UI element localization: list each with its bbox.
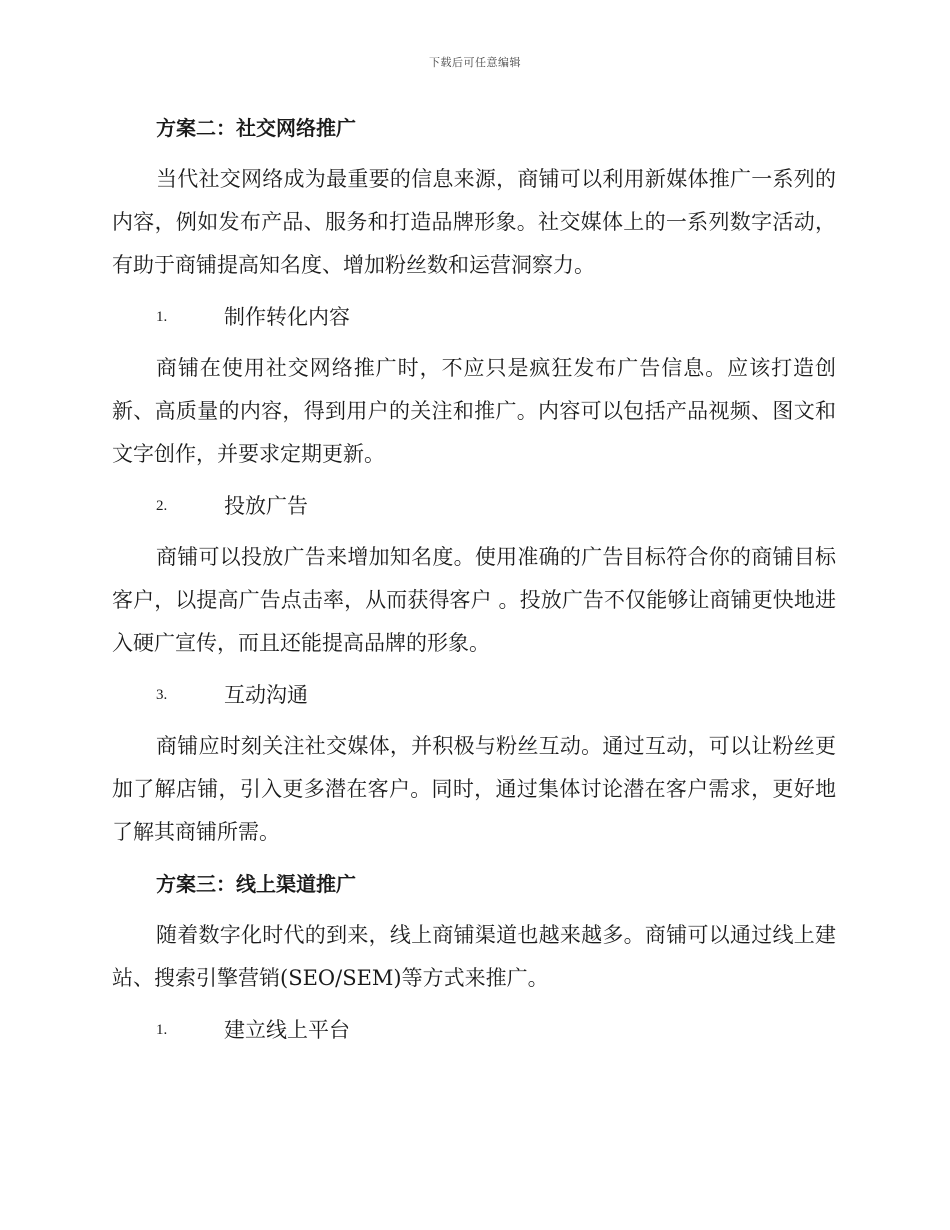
section-3-list-item-1 xyxy=(112,1010,836,1050)
section-2-item-2-paragraph: 商铺可以投放广告来增加知名度。使用准确的广告目标符合你的商铺目标客户，以提高广告点击率，从而获得客户 。投放广告不仅能够让商铺更快地进入硬广宣传，而且还能提高品牌的形象。 xyxy=(112,545,836,655)
list-number: 1. xyxy=(156,1022,168,1038)
section-2-intro-paragraph: 当代社交网络成为最重要的信息来源，商铺可以利用新媒体推广一系列的内容，例如发布产品、服务和打造品牌形象。社交媒体上的一系列数字活动，有助于商铺提高知名度、增加粉丝数和运营洞察力。 xyxy=(112,167,836,277)
list-item-title: 互动沟通 xyxy=(224,683,308,707)
section-2-list-item-1 xyxy=(112,297,836,337)
list-item-title: 建立线上平台 xyxy=(224,1018,350,1042)
section-2-item-1-paragraph: 商铺在使用社交网络推广时，不应只是疯狂发布广告信息。应该打造创新、高质量的内容，得到用户的关注和推广。内容可以包括产品视频、图文和文字创作，并要求定期更新。 xyxy=(112,356,836,466)
section-3-intro-paragraph: 随着数字化时代的到来，线上商铺渠道也越来越多。商铺可以通过线上建站、搜索引擎营销(SEO/SEM)等方式来推广。 xyxy=(112,923,836,990)
list-number: 2. xyxy=(156,498,168,514)
section-3-heading: 方案三：线上渠道推广 xyxy=(156,872,356,896)
section-2-item-3-paragraph: 商铺应时刻关注社交媒体，并积极与粉丝互动。通过互动，可以让粉丝更加了解店铺，引入更多潜在客户。同时，通过集体讨论潜在客户需求，更好地了解其商铺所需。 xyxy=(112,734,836,844)
section-2-heading: 方案二：社交网络推广 xyxy=(156,116,356,140)
list-item-title: 制作转化内容 xyxy=(224,305,350,329)
list-number: 1. xyxy=(156,309,168,325)
list-item-title: 投放广告 xyxy=(224,494,308,518)
page-header: 下载后可任意编辑 xyxy=(429,56,521,69)
section-2-list-item-3 xyxy=(112,675,836,715)
section-2-list-item-2 xyxy=(112,486,836,526)
document-body xyxy=(112,108,836,1060)
list-number: 3. xyxy=(156,687,168,703)
